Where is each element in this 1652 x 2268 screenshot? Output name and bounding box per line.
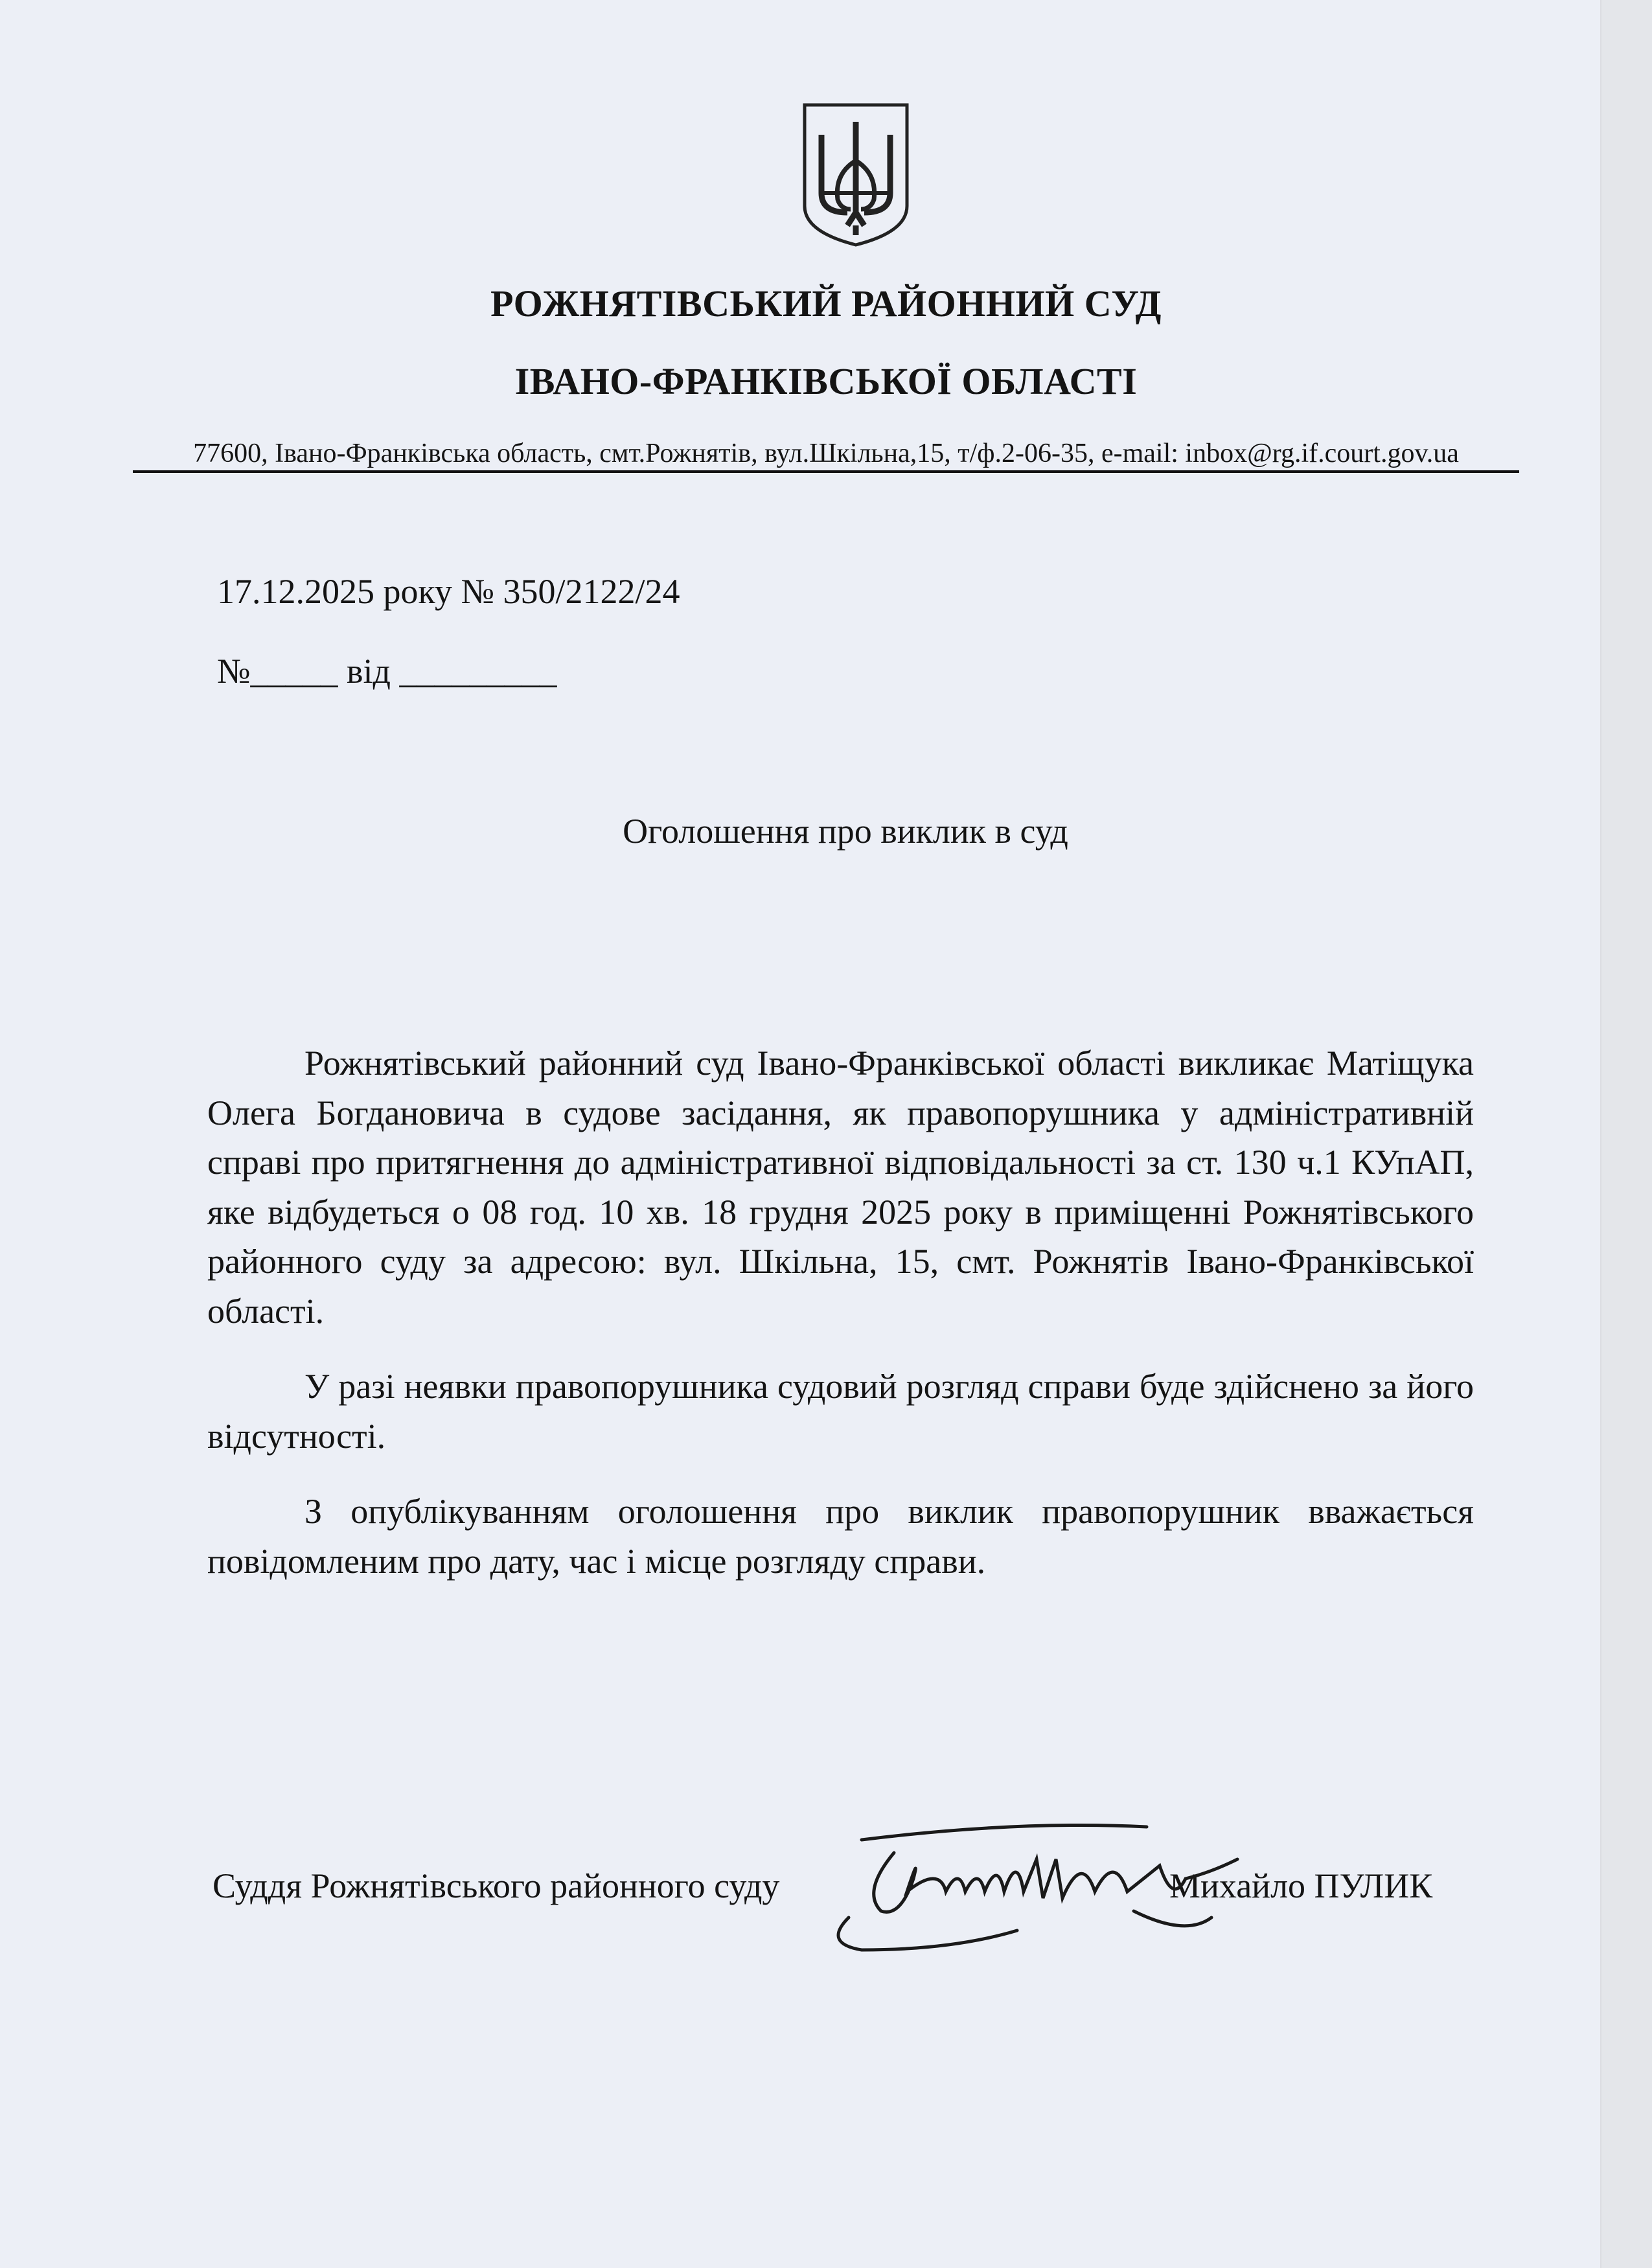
court-address: 77600, Івано-Франківська область, смт.Рожнятів, вул.Шкільна,15, т/ф.2-06-35, e-mail: inbox@rg.if.court.gov.ua [133, 438, 1519, 473]
signature-position: Суддя Рожнятівського районного суду [212, 1866, 780, 1905]
paragraph-absence: У разі неявки правопорушника судовий розгляд справи буде здійснено за його відсутності. [207, 1367, 1474, 1456]
trident-emblem-icon [802, 102, 910, 247]
handwritten-signature [823, 1814, 1276, 1963]
scan-edge [1600, 0, 1652, 2268]
reference-line: №_____ від _________ [217, 652, 557, 691]
paragraph-notice: З опублікуванням оголошення про виклик правопорушник вважається повідомленим про дату, час і місце розгляду справи. [207, 1492, 1474, 1581]
court-name-line1: РОЖНЯТІВСЬКИЙ РАЙОННИЙ СУД [490, 282, 1162, 325]
paragraph-summons: Рожнятівський районний суд Івано-Франківської області викликає Матіщука Олега Богдановича в судове засідання, як правопорушника у адміністративній справі про притягнення до адміністративної відповідальності за ст. 130 ч.1 КУпАП, яке відбудеться о 08 год. 10 хв. 18 грудня 2025 року в приміщенні Рожнятівського районного суду за адресою: вул. Шкільна, 15, смт. Рожнятів Івано-Франківської області. [207, 1044, 1474, 1331]
document-date-number: 17.12.2025 року № 350/2122/24 [217, 572, 680, 611]
signature-name: Михайло ПУЛИК [1169, 1866, 1433, 1905]
document-body [207, 1038, 1474, 1612]
document-heading: Оголошення про виклик в суд [623, 812, 1068, 851]
court-name-line2: ІВАНО-ФРАНКІВСЬКОЇ ОБЛАСТІ [514, 360, 1138, 402]
